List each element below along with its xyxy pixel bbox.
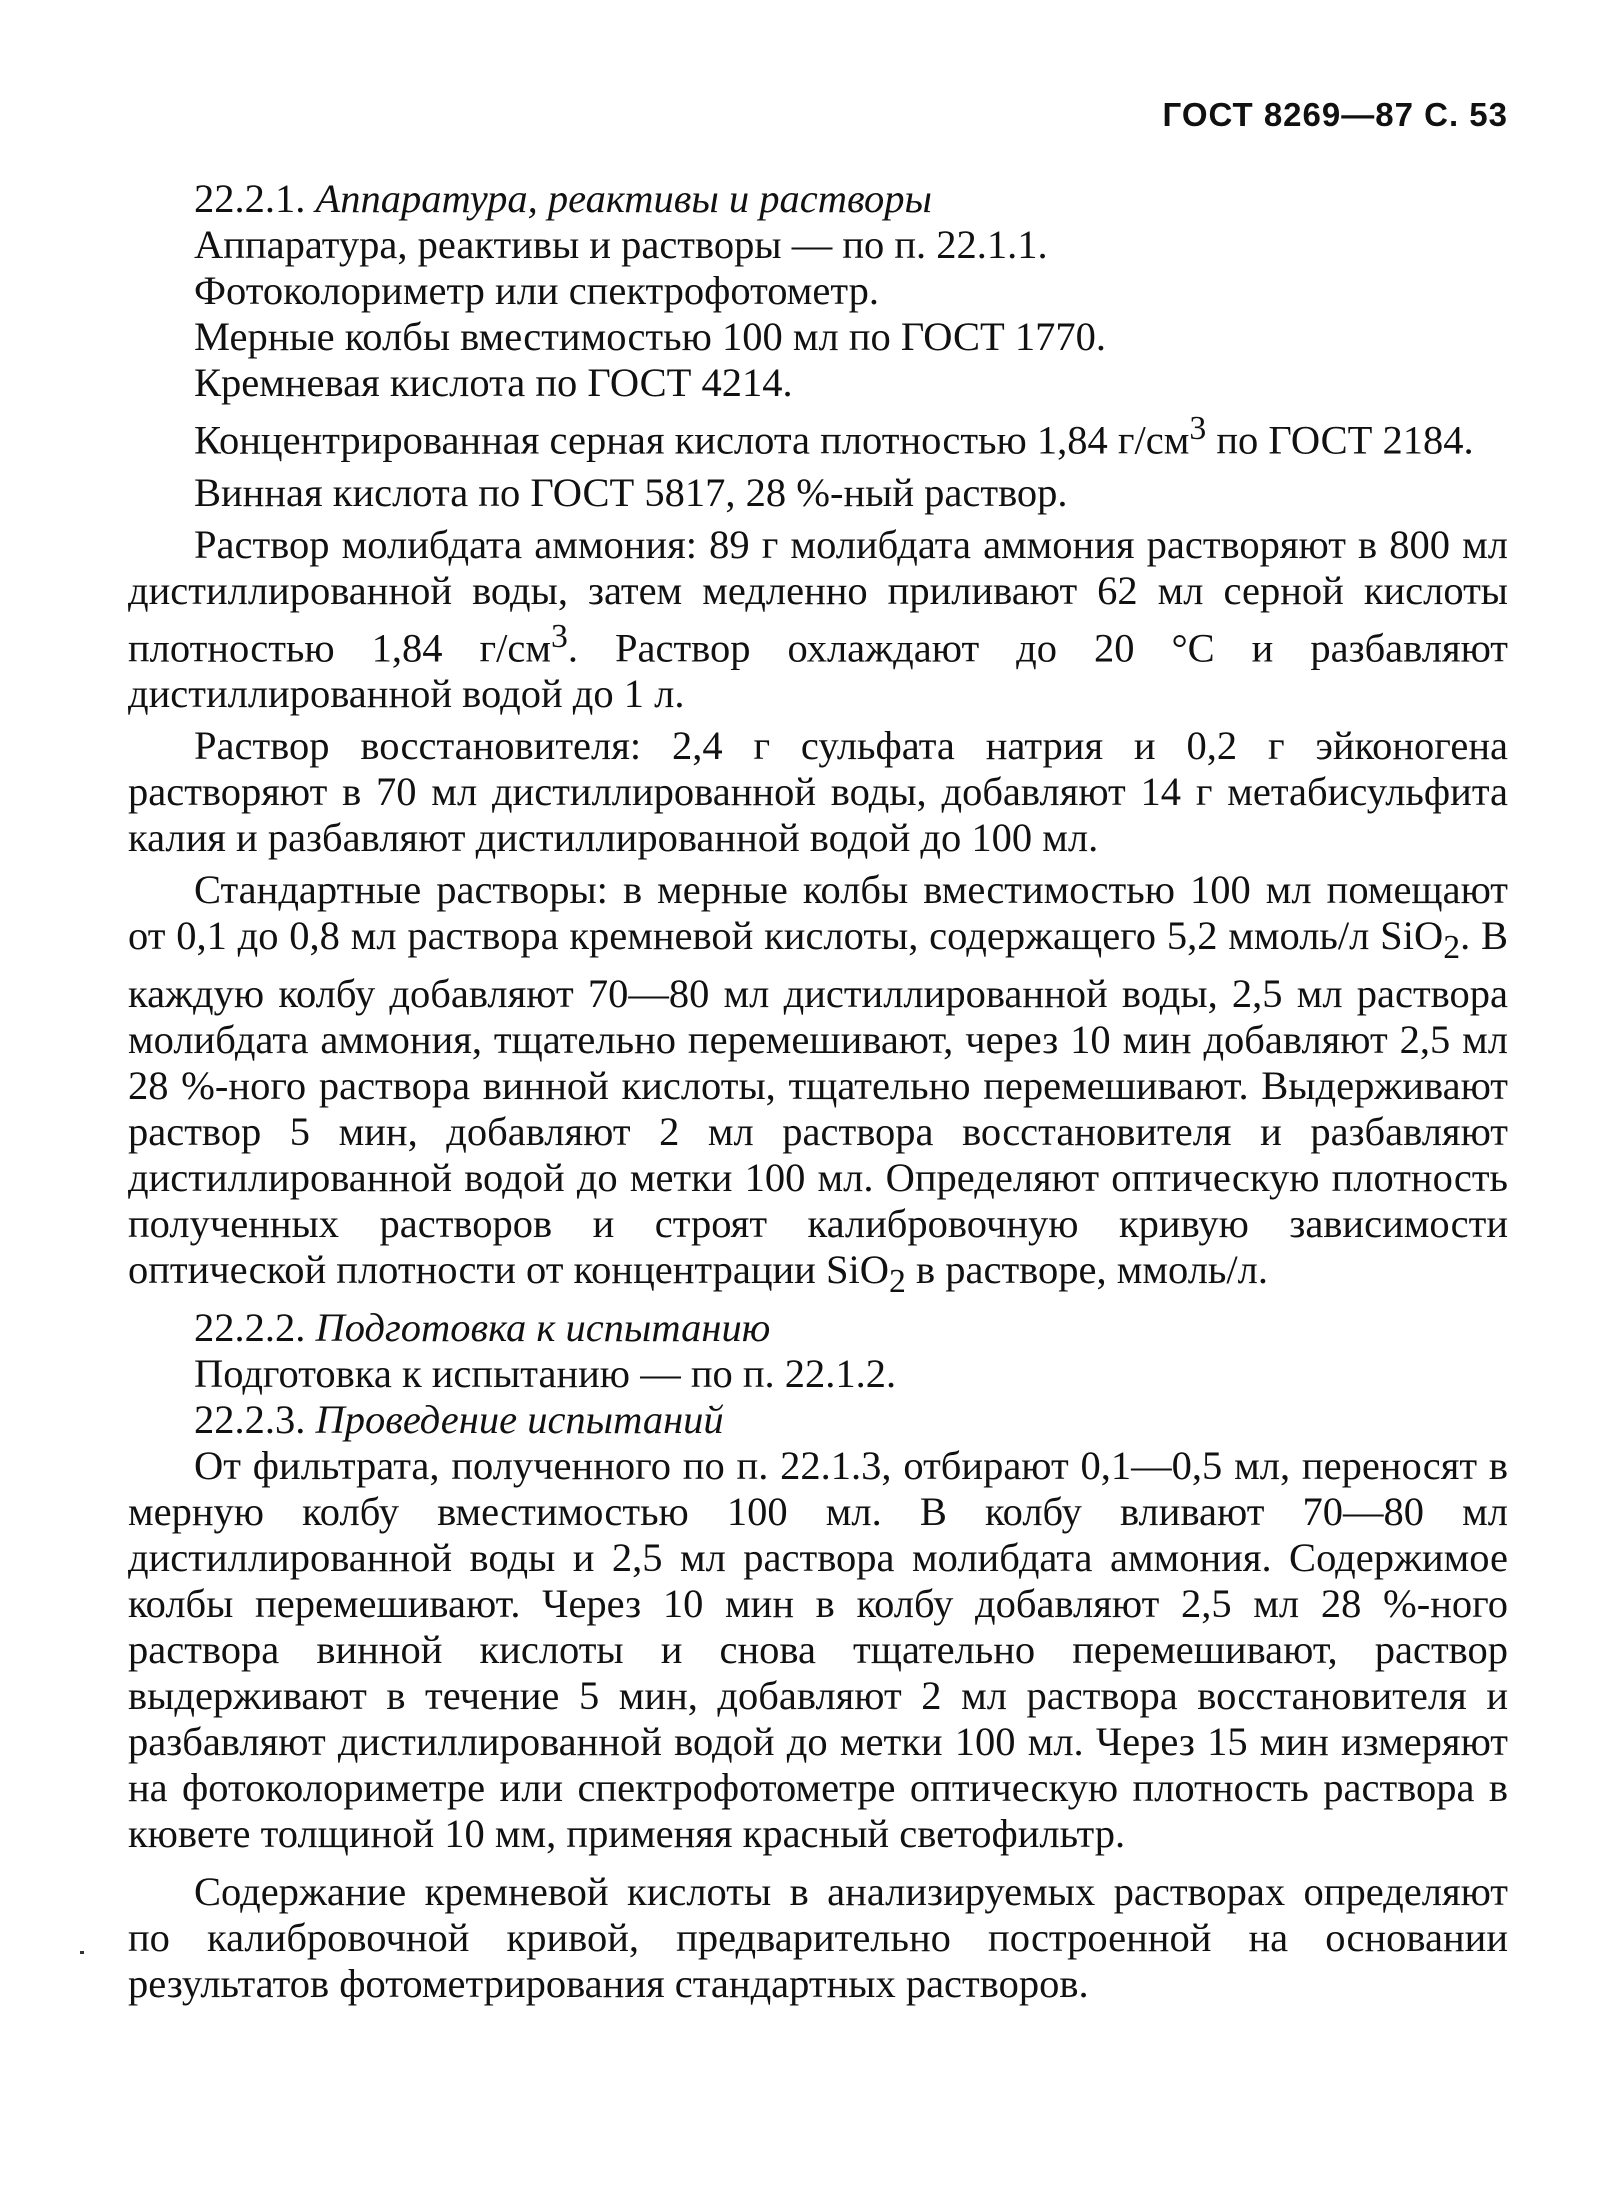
subscript: 2 <box>889 1263 906 1301</box>
standard-text-1: Стандартные растворы: в мерные колбы вместимостью 100 мл помещают от 0,1 до 0,8 мл раствора кремневой кислоты, содержащего 5,2 ммоль/л SiO <box>128 867 1508 958</box>
paragraph-silicic-acid: Кремневая кислота по ГОСТ 4214. <box>194 360 793 405</box>
paragraph-preparation: Подготовка к испытанию — по п. 22.1.2. <box>194 1351 897 1397</box>
sulfuric-text: Концентрированная серная кислота плотностью 1,84 г/см <box>194 417 1190 463</box>
paragraph-content-determination: Содержание кремневой кислоты в анализируемых растворах определяют по калибровочной кривой, предварительно построенной на основании результатов фотометрирования стандартных растворов. <box>128 1869 1508 2007</box>
section-heading-22-2-1 <box>128 176 1508 222</box>
subscript: 2 <box>1443 929 1461 967</box>
section-title: Подготовка к испытанию <box>315 1305 771 1351</box>
document-page <box>128 96 1508 2007</box>
page-header: ГОСТ 8269—87 С. 53 <box>1162 96 1508 133</box>
sulfuric-tail: по ГОСТ 2184. <box>1206 417 1474 463</box>
paragraph-molybdate <box>128 522 1508 718</box>
section-number: 22.2.1. <box>194 176 306 221</box>
paragraph-procedure: От фильтрата, полученного по п. 22.1.3, отбирают 0,1—0,5 мл, переносят в мерную колбу вместимостью 100 мл. В колбу вливают 70—80 мл дистиллированной воды и 2,5 мл раствора молибдата аммония. Содержимое колбы перемешивают. Через 10 мин в колбу добавляют 2,5 мл 28 %-ного раствора винной кислоты и снова тщательно перемешивают, раствор выдерживают в течение 5 мин, добавляют 2 мл раствора восстановителя и разбавляют дистиллированной водой до метки 100 мл. Через 15 мин измеряют на фотоколориметре или спектрофотометре оптическую плотность раствора в кювете толщиной 10 мм, применяя красный светофильтр. <box>128 1443 1508 1857</box>
paragraph-reducer: Раствор восстановителя: 2,4 г сульфата натрия и 0,2 г эйконогена растворяют в 70 мл дистиллированной воды, добавляют 14 г метабисульфита калия и разбавляют дистиллированной водой до 100 мл. <box>128 723 1508 860</box>
superscript: 3 <box>1189 410 1207 447</box>
molybdate-text: Раствор молибдата аммония: 89 г молибдата аммония растворяют в 800 мл дистиллированной воды, затем медленно приливают 62 мл серной кислоты плотностью 1,84 г/см <box>128 521 1508 670</box>
section-title: Аппаратура, реактивы и растворы <box>315 176 932 221</box>
section-title: Проведение испытаний <box>315 1397 724 1443</box>
paragraph-standard-solutions <box>128 867 1508 1305</box>
paragraph-apparatus: Аппаратура, реактивы и растворы — по п. 22.1.1. <box>194 222 1048 267</box>
molybdate-tail: . Раствор охлаждают до 20 °С и разбавляют дистиллированной водой до 1 л. <box>128 625 1508 716</box>
section-number: 22.2.2. <box>194 1305 306 1351</box>
section-heading-22-2-3 <box>128 1397 1508 1443</box>
section-number: 22.2.3. <box>194 1397 306 1443</box>
section-heading-22-2-2 <box>128 1305 1508 1351</box>
standard-text-2: . В каждую колбу добавляют 70—80 мл дистиллированной воды, 2,5 мл раствора молибдата аммония, тщательно перемешивают, через 10 мин добавляют 2,5 мл 28 %-ного раствора винной кислоты, тщательно перемешивают. Выдерживают раствор 5 мин, добавляют 2 мл раствора восстановителя и разбавляют дистиллированной водой до метки 100 мл. Определяют оптическую плотность полученных растворов и строят калибровочную кривую зависимости оптической плотности от концентрации SiO <box>128 913 1509 1293</box>
superscript: 3 <box>550 617 568 655</box>
paragraph-tartaric-acid: Винная кислота по ГОСТ 5817, 28 %-ный раствор. <box>194 469 1068 515</box>
paragraph-sulfuric-acid <box>128 406 1508 464</box>
paragraph-photocolorimeter: Фотоколориметр или спектрофотометр. <box>194 268 879 313</box>
standard-text-3: в растворе, ммоль/л. <box>905 1247 1268 1293</box>
margin-mark <box>80 1951 84 1954</box>
paragraph-flasks: Мерные колбы вместимостью 100 мл по ГОСТ 1770. <box>194 314 1107 359</box>
